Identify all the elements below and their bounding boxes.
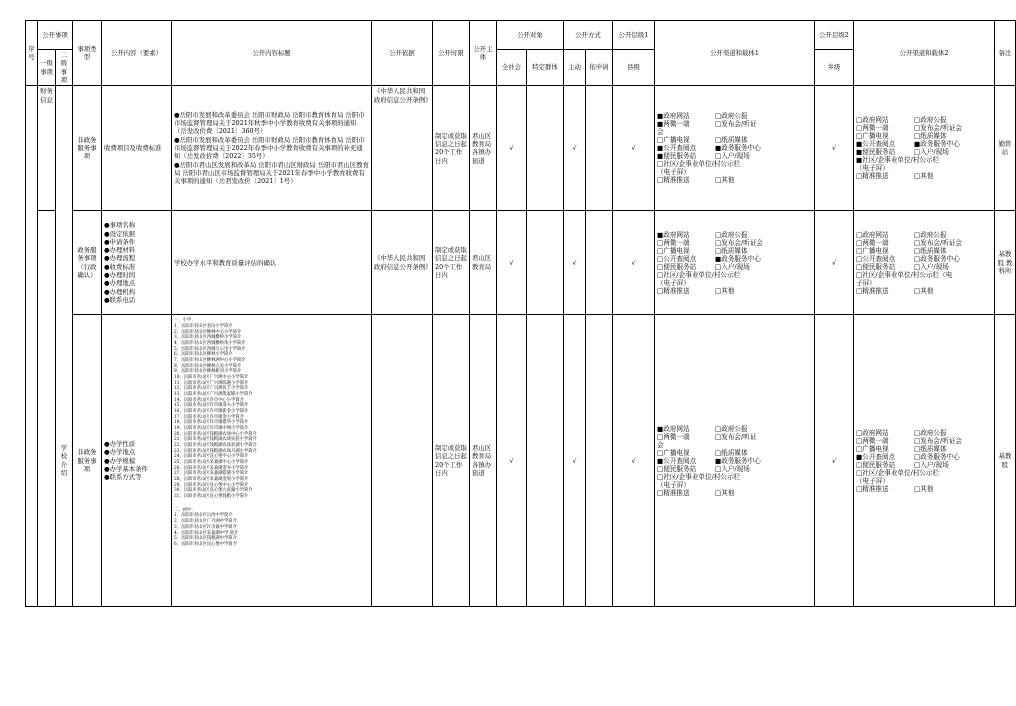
header-level2: 二级事项	[56, 50, 73, 86]
subject-cell: 君山区教育局	[470, 211, 497, 315]
list-item: 12、岳阳市君山区广兴洲民丰小学简介	[174, 386, 249, 392]
layer1-check: √	[613, 211, 655, 315]
channel-option: □公开查阅点	[856, 254, 896, 263]
time-cell: 制定或获取信息之日起20个工作日内	[433, 211, 470, 315]
channel-option: □政府公报	[914, 230, 947, 239]
channel-option-row	[856, 437, 992, 445]
school-list-cell	[172, 315, 372, 607]
channel-option: □纸质媒体	[914, 246, 947, 255]
channel-option: □政府网站	[856, 428, 889, 437]
channel-option-row	[657, 255, 812, 263]
channel-option: □发布会/听证会	[914, 124, 963, 133]
list-item: ●设定依据	[104, 229, 136, 238]
channel-option-row	[657, 425, 812, 433]
channel-option-row	[657, 176, 812, 184]
method-active-check: √	[564, 315, 586, 607]
table-row	[26, 86, 1016, 211]
remark-cell: 基教股	[995, 315, 1016, 607]
time-cell: 制定或获取信息之日起20个工作日内	[433, 315, 470, 607]
channel-option-row	[657, 489, 812, 497]
channel-option: □其他	[914, 286, 934, 295]
level2-cell	[56, 211, 73, 315]
table-row	[26, 211, 1016, 315]
list-item: ●办理地点	[104, 279, 136, 288]
channel-option: □精准推送	[856, 172, 889, 181]
table-row	[26, 315, 1016, 607]
list-item: 7、岳阳市君山区柳林洲中心小学简介	[174, 358, 246, 364]
channel-option: 会	[657, 440, 664, 449]
list-item: ●联系方式等	[104, 473, 142, 482]
channel-option: □两微一端	[856, 238, 889, 247]
list-item: 8、岳阳市君山区柳林五星小学简介	[174, 363, 242, 369]
list-item: 16、岳阳市君山区许市镇新金小学简介	[174, 409, 249, 415]
channel-option: □精准推送	[856, 484, 889, 493]
channel-option: □精准推送	[657, 176, 690, 185]
channel-option: 会	[657, 128, 664, 137]
channel-option-row	[856, 453, 992, 461]
target-specific-cell	[527, 315, 564, 607]
layer2-check: √	[815, 211, 854, 315]
channel-option-row	[856, 172, 992, 180]
channel-option: □两微一端	[657, 238, 690, 247]
list-item: 28、岳阳市君山区采桑湖金堤小学简介	[174, 477, 249, 483]
channel-option-row	[856, 477, 992, 485]
list-item: 3、岳阳市君山区许市镇中学简介	[174, 524, 237, 530]
channel2-cell	[854, 86, 995, 211]
level2-cell: 学校介绍	[56, 315, 73, 607]
list-item: 2、岳阳市君山区广兴洲中学简介	[174, 519, 237, 525]
list-item: 27、岳阳市君山区采桑湖乾隆小学简介	[174, 471, 249, 477]
method-request-cell	[586, 86, 613, 211]
channel-option: □政务服务中心	[914, 254, 960, 263]
seq-cell	[26, 86, 38, 211]
channel-option: （电子屏）	[657, 480, 690, 489]
channel-option-row	[657, 449, 812, 457]
primary-school-list	[174, 324, 369, 500]
channel-option: □公开查阅点	[657, 254, 697, 263]
channel-option: □政务服务中心	[914, 452, 960, 461]
channel-option: □其他	[715, 286, 735, 295]
channel-option: □纸质媒体	[715, 246, 748, 255]
list-item: ●办学性质	[104, 439, 136, 448]
channel1-cell	[655, 315, 815, 607]
channel-option: □便民服务站	[856, 262, 896, 271]
channel2-cell	[854, 211, 995, 315]
list-item: 2、岳阳市君山区柳林中心小学简介	[174, 329, 242, 335]
channel-option: （电子屏）	[856, 164, 889, 173]
list-item: ●办理流程	[104, 254, 136, 263]
type-cell: 非政务服务事项	[73, 315, 102, 607]
channel-option: □便民服务站	[657, 464, 697, 473]
header-subject: 公开主体	[470, 21, 497, 86]
header-content-elements: 公开内容（要素）	[102, 21, 172, 86]
channel-option: □社区/企事业单位/村公示栏	[856, 468, 940, 477]
layer2-check: √	[815, 86, 854, 211]
channel-option-row	[856, 445, 992, 453]
channel-option: ■公开查阅点	[856, 140, 896, 149]
target-specific-cell	[527, 86, 564, 211]
basis-cell	[372, 315, 433, 607]
channel-option-row	[856, 429, 992, 437]
list-item: ●办学地点	[104, 448, 136, 457]
channel-option: □广播电视	[856, 132, 889, 141]
header-channel2: 公开渠道和载体2	[854, 21, 995, 86]
list-item: 18、岳阳市君山区许市镇建华小学简介	[174, 420, 249, 426]
title-line: ●岳阳市发展和改革委员会 岳阳市财政局 岳阳市教育体育局 岳阳市市场监督管理局关于2021年秋季中小学教育收费有关事项的通知（岳发改价费〔2021〕360号）	[174, 110, 365, 136]
list-item: 6、岳阳市君山区良心堡中学简介	[174, 541, 237, 547]
list-item: ●办理材料	[104, 246, 136, 255]
layer1-check: √	[613, 86, 655, 211]
channel-option: ■政务服务中心	[715, 456, 761, 465]
channel-option: ■政务服务中心	[914, 140, 960, 149]
channel-option: □政府网站	[856, 116, 889, 125]
remark-cell: 基教股 教科所	[995, 211, 1016, 315]
list-item: ●申请条件	[104, 237, 136, 246]
target-specific-cell	[527, 211, 564, 315]
type-cell: 政务服务事项（行政确认）	[73, 211, 102, 315]
channel-option: □发布会/听证会	[914, 436, 963, 445]
channel-option: □入户/现场	[715, 262, 750, 271]
channel-option: □纸质媒体	[715, 448, 748, 457]
level1-cell	[38, 211, 56, 607]
list-item: ●办学规模	[104, 456, 136, 465]
list-item: ●收费标准	[104, 262, 136, 271]
channel-option-row	[657, 279, 812, 287]
channel-option-row	[856, 231, 992, 239]
list-item: 14、岳阳市君山区许市中心小学简介	[174, 397, 244, 403]
level2-cell	[56, 86, 73, 211]
list-item: ●联系电话	[104, 296, 136, 305]
channel-option-row	[856, 469, 992, 477]
channel-option: □其他	[914, 484, 934, 493]
title-cell	[172, 86, 372, 211]
channel-option: □纸质媒体	[914, 444, 947, 453]
header-method-request: 依申请	[586, 50, 613, 86]
target-all-check: √	[497, 86, 527, 211]
channel-option-row	[856, 485, 992, 493]
elements-cell	[102, 315, 172, 607]
channel-option: □政府公报	[715, 112, 748, 121]
list-item: ●办理机构	[104, 287, 136, 296]
channel-option: □两微一端	[657, 432, 690, 441]
list-item: 9、岳阳市君山区柳林新河小学简介	[174, 369, 242, 375]
channel-option: □精准推送	[657, 286, 690, 295]
channel-option-row	[657, 231, 812, 239]
header-time: 公开时限	[433, 21, 470, 86]
channel-option: □其他	[715, 488, 735, 497]
list-item: 22、岳阳市君山区钱粮湖农场北湖小学简介	[174, 443, 257, 449]
channel-option: □两微一端	[856, 436, 889, 445]
channel-option: ■政务服务中心	[715, 254, 761, 263]
channel1-cell	[655, 211, 815, 315]
list-item: 31、岳阳市君山区良心堡钱粮小学简介	[174, 494, 249, 500]
channel-option: □纸质媒体	[914, 132, 947, 141]
list-item: ●办理时间	[104, 271, 136, 280]
channel-option-row	[657, 433, 812, 441]
title-cell: 学校办学水平和教育质量评估的确认	[172, 211, 372, 315]
channel-option: □发布会/听证	[715, 432, 757, 441]
channel-option-row	[657, 247, 812, 255]
seq-cell	[26, 211, 38, 315]
channel-option: □社区/企事业单位/村公示栏（电	[856, 270, 953, 279]
channel-option-row	[657, 239, 812, 247]
method-active-check: √	[564, 211, 586, 315]
channel-option-row	[856, 263, 992, 271]
channel-option: □广播电视	[856, 246, 889, 255]
seq-cell	[26, 315, 38, 607]
channel-option: ■两微一端	[657, 120, 690, 129]
channel-option: □发布会/听证	[715, 120, 757, 129]
channel-option-row	[657, 271, 812, 279]
channel-option: □精准推送	[657, 488, 690, 497]
channel-option: □发布会/听证会	[914, 238, 963, 247]
channel-option: □广播电视	[657, 246, 690, 255]
list-item: 26、岳阳市君山区采桑湖金岑小学简介	[174, 465, 249, 471]
layer1-check: √	[613, 315, 655, 607]
channel-option: 子屏）	[856, 278, 876, 287]
elements-cell	[102, 211, 172, 315]
channel-option-row	[856, 461, 992, 469]
channel-option: □入户/现场	[715, 152, 750, 161]
channel-option: ■公开查阅点	[657, 456, 697, 465]
header-target-all: 全社会	[497, 50, 527, 86]
channel-option: □社区/企事业单位/村公示栏	[657, 160, 741, 169]
channel-option: □政府公报	[715, 230, 748, 239]
header-layer1: 公开层级1	[613, 21, 655, 50]
level1-cell: 财务信息	[38, 86, 56, 211]
middle-school-list	[174, 513, 369, 547]
channel-option: □纸质媒体	[715, 136, 748, 145]
channel-option: □其他	[914, 172, 934, 181]
channel-option: ■政府网站	[657, 112, 690, 121]
channel-option: □政府网站	[856, 230, 889, 239]
channel-option-row	[657, 473, 812, 481]
disclosure-table	[25, 20, 1016, 607]
channel-option-row	[657, 481, 812, 489]
header-type: 事项类型	[73, 21, 102, 86]
channel-option-row	[657, 287, 812, 295]
header-layer2-town: 乡级	[815, 50, 854, 86]
method-active-check: √	[564, 86, 586, 211]
channel-option: □入户/现场	[914, 262, 949, 271]
channel-option: □社区/企事业单位/村公示栏	[657, 270, 741, 279]
channel-option-row	[657, 441, 812, 449]
channel-option: ■公开查阅点	[657, 144, 697, 153]
channel-option: （电子屏）	[657, 278, 690, 287]
header-method-active: 主动	[564, 50, 586, 86]
list-item: 11、岳阳市君山区广兴洲陈港小学简介	[174, 380, 249, 386]
list-item: 17、岳阳市君山区许市镇金小学简介	[174, 414, 244, 420]
subject-cell: 君山区教育局各镇办街道	[470, 86, 497, 211]
channel-option-row	[856, 239, 992, 247]
title-line: ●岳阳市君山区发展和改革局 岳阳市君山区财政局 岳阳市君山区教育局 岳阳市君山区市场监督管理局关于2021年春季中小学教育收费有关事项的通知（岳君发改价〔2021〕1号）	[174, 160, 369, 186]
header-layer1-county: 县级	[613, 50, 655, 86]
channel-option: □两微一端	[856, 124, 889, 133]
target-all-check: √	[497, 315, 527, 607]
header-basis: 公开依据	[372, 21, 433, 86]
list-item: 24、岳阳市君山区良心堡中心小学简介	[174, 454, 249, 460]
header-layer2: 公开层级2	[815, 21, 854, 50]
channel1-cell	[655, 86, 815, 211]
channel-option-row	[657, 112, 812, 120]
list-item: 5、岳阳市君山区钱粮湖中学简介	[174, 536, 237, 542]
header-target: 公开对象	[497, 21, 564, 50]
channel-option: □政府公报	[914, 428, 947, 437]
channel-option: （电子屏）	[856, 476, 889, 485]
channel-option-row	[856, 247, 992, 255]
channel-option: ■便民服务站	[657, 152, 697, 161]
list-item: 15、岳阳市君山区许市镇洛夫小学简介	[174, 403, 249, 409]
basis-cell: 《中华人民共和国政府信息公开条例》	[372, 211, 433, 315]
channel-option: □政府公报	[914, 116, 947, 125]
channel-option-row	[657, 457, 812, 465]
channel-option-row	[856, 116, 992, 124]
channel-option: ■公开查阅点	[856, 452, 896, 461]
list-item: 6、岳阳市君山区柳林小学简介	[174, 352, 233, 358]
channel-option: ■社区/企事业单位/村公示栏	[856, 156, 940, 165]
list-item: 19、岳阳市君山区许市镇中洲小学简介	[174, 426, 249, 432]
list-item: 25、岳阳市君山区采桑湖中心小学简介	[174, 460, 249, 466]
channel-option: □广播电视	[657, 136, 690, 145]
list-item: 4、岳阳市君山区西城横岭角小学简介	[174, 341, 246, 346]
list-item: 21、岳阳市君山区钱粮湖农场实验小学简介	[174, 437, 257, 443]
header-channel1: 公开渠道和载体1	[655, 21, 815, 86]
channel-option: □广播电视	[657, 448, 690, 457]
channel-option: □入户/现场	[914, 148, 949, 157]
middle-heading: 二、初中：	[174, 507, 196, 513]
list-item: 30、岳阳市君山区良心堡九星湖小学简介	[174, 488, 253, 494]
channel-option: □社区/企事业单位/村公示栏	[657, 472, 741, 481]
list-item: 3、岳阳市君山区西城横岭小学简介	[174, 335, 242, 341]
channel-option-row	[657, 465, 812, 473]
target-all-check: √	[497, 211, 527, 315]
channel-option: □广播电视	[856, 444, 889, 453]
channel-option: □政府公报	[715, 424, 748, 433]
list-item: 5、岳阳市君山区西城九公里小学简介	[174, 346, 246, 352]
channel-option-row	[657, 263, 812, 271]
list-item: ●办学基本条件	[104, 464, 148, 473]
channel-option: ■政务服务中心	[715, 144, 761, 153]
type-cell: 非政务服务事项	[73, 86, 102, 211]
list-item: 10、岳阳市君山区广兴洲中心小学简介	[174, 375, 249, 381]
list-item: 20、岳阳市君山区钱粮湖农场中心小学简介	[174, 431, 257, 437]
basis-cell: 《中华人民共和国政府信息公开条例》	[372, 86, 433, 211]
header-row-1	[26, 21, 1016, 50]
primary-heading: 一、小学：	[174, 318, 196, 324]
list-item: 1、岳阳市君山区岳西中学简介	[174, 513, 233, 519]
channel-option-row	[856, 255, 992, 263]
channel-option: □便民服务站	[657, 262, 697, 271]
header-level1: 一级事项	[38, 50, 56, 86]
remark-cell: 勤管站	[995, 86, 1016, 211]
elements-cell: 收费项目及收费标准	[102, 86, 172, 211]
method-request-cell	[586, 315, 613, 607]
channel-option: □其他	[715, 176, 735, 185]
channel-option: □入户/现场	[715, 464, 750, 473]
header-seq: 序号	[26, 21, 38, 86]
channel-option-row	[657, 120, 812, 128]
method-request-cell	[586, 211, 613, 315]
list-item: 13、岳阳市君山区广兴洲殷家铺小学简介	[174, 392, 253, 398]
header-target-specific: 特定群体	[527, 50, 564, 86]
list-item: 29、岳阳市君山区良心堡中心小学简介	[174, 482, 249, 488]
channel-option: （电子屏）	[657, 168, 690, 177]
channel-option: □精准推送	[856, 286, 889, 295]
title-line: ●岳阳市发展和改革委员会 岳阳市财政局 岳阳市教育体育局 岳阳市市场监督管理局关于2022年春季中小学教育收费有关事项的补充通知（岳发改价费〔2022〕35号）	[174, 135, 365, 161]
header-method: 公开方式	[564, 21, 613, 50]
channel-option-row	[856, 271, 992, 279]
channel-option: □发布会/听证会	[715, 238, 764, 247]
channel-option: □入户/现场	[914, 460, 949, 469]
channel-option: □便民服务站	[856, 460, 896, 469]
time-cell: 制定或获取信息之日起20个工作日内	[433, 86, 470, 211]
list-item: 23、岳阳市君山区钱粮湖农场月湖小学简介	[174, 448, 257, 454]
channel-option-row	[856, 279, 992, 287]
channel-option: ■政府网站	[657, 424, 690, 433]
list-item: 4、岳阳市君山区采桑湖中学 简介	[174, 530, 239, 536]
channel-option-row	[856, 287, 992, 295]
header-content-title: 公开内容标题	[172, 21, 372, 86]
subject-cell: 君山区教育局各镇办街道	[470, 315, 497, 607]
header-matter: 公开事项	[38, 21, 73, 50]
header-remark: 备注	[995, 21, 1016, 86]
channel-option: ■便民服务站	[856, 148, 896, 157]
list-item: 1、岳阳市君山区君山小学简介	[174, 323, 233, 329]
channel2-cell	[854, 315, 995, 607]
layer2-check: √	[815, 315, 854, 607]
list-item: ●事项名称	[104, 221, 136, 230]
channel-option: ■政府网站	[657, 230, 690, 239]
